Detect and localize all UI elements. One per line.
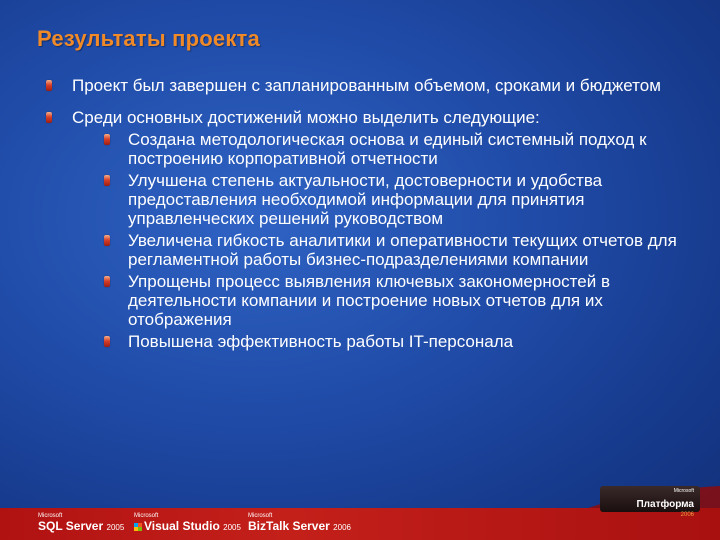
bullet-icon (104, 235, 110, 246)
footer-product-biztalk-server: Microsoft BizTalk Server 2006 (248, 513, 351, 533)
bullet-list (44, 76, 704, 364)
bullet-icon (104, 134, 110, 145)
bullet-icon (46, 80, 52, 91)
windows-logo-icon (134, 523, 142, 531)
bullet-icon (46, 112, 52, 123)
bullet-icon (104, 336, 110, 347)
bullet-icon (104, 175, 110, 186)
bullet-item (44, 76, 704, 95)
sub-bullet-item (102, 130, 704, 168)
sub-bullet-item (102, 171, 704, 228)
sub-bullet-text: Увеличена гибкость аналитики и оперативности текущих отчетов для регламентной работы бизнес-подразделениями компании (128, 231, 677, 269)
bullet-text: Среди основных достижений можно выделить следующие: (72, 108, 540, 127)
sub-bullet-item (102, 231, 704, 269)
bullet-text: Проект был завершен с запланированным объемом, сроками и бюджетом (72, 76, 661, 95)
slide-title: Результаты проекта (37, 26, 260, 51)
bullet-item (44, 108, 704, 351)
sub-bullet-item (102, 332, 704, 351)
bullet-icon (104, 276, 110, 287)
sub-bullet-list (72, 130, 704, 351)
sub-bullet-item (102, 272, 704, 329)
sub-bullet-text: Повышена эффективность работы IT-персонала (128, 332, 514, 351)
sub-bullet-text: Упрощены процесс выявления ключевых закономерностей в деятельности компании и построение новых отчетов для их отображения (128, 272, 610, 329)
footer-product-sql-server: Microsoft SQL Server 2005 (38, 513, 125, 533)
footer-product-visual-studio: Microsoft Visual Studio 2005 (134, 513, 241, 533)
platform-logo: Microsoft Платформа 2006 (600, 486, 700, 512)
sub-bullet-text: Создана методологическая основа и единый системный подход к построению корпоративной отчетности (128, 130, 647, 168)
sub-bullet-text: Улучшена степень актуальности, достоверности и удобства предоставления необходимой информации для принятия управленческих решений руководством (128, 171, 603, 228)
